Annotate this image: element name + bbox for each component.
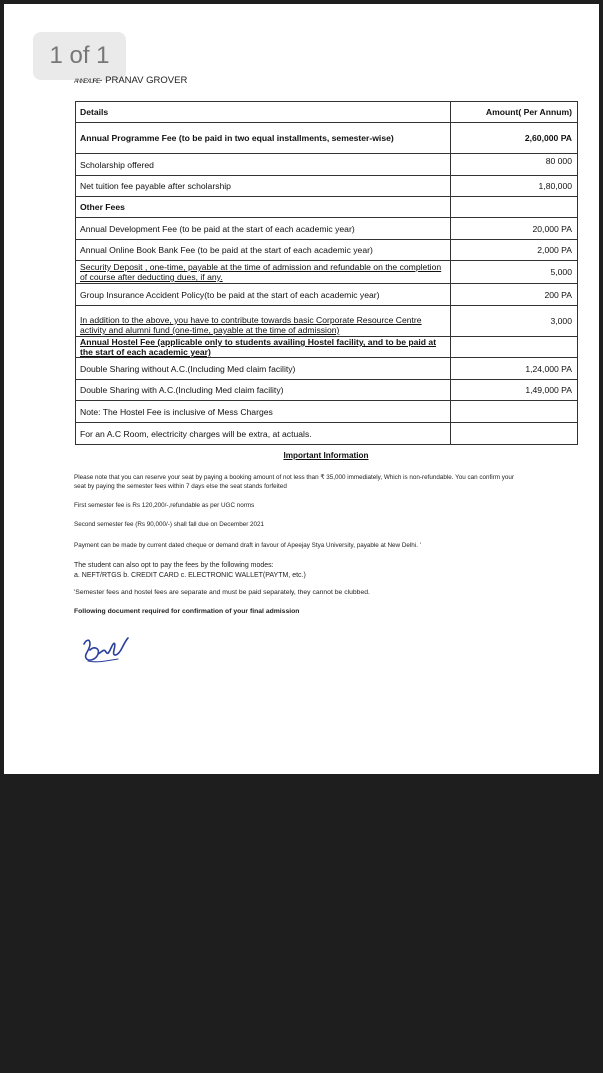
- info-paragraph-modes-list: a. NEFT/RTGS b. CREDIT CARD c. ELECTRONIC WALLET(PAYTM, etc.): [74, 572, 306, 579]
- info-paragraph-second-semester: Second semester fee (Rs 90,000/-) shall fall due on December 2021: [74, 521, 265, 528]
- row-label: Double Sharing without A.C.(Including Med claim facility): [76, 358, 451, 380]
- row-amount: 1,24,000 PA: [451, 358, 578, 380]
- info-paragraph-documents: Following document required for confirmation of your final admission: [74, 608, 300, 615]
- table-row: [76, 284, 578, 306]
- row-amount: 2,000 PA: [451, 240, 578, 261]
- table-row: [76, 123, 578, 154]
- table-row: [76, 261, 578, 284]
- table-row: [76, 240, 578, 261]
- row-label: Annual Development Fee (to be paid at the start of each academic year): [76, 218, 451, 240]
- table-row: [76, 218, 578, 240]
- table-row: [76, 176, 578, 197]
- info-paragraph-payment: Payment can be made by current dated cheque or demand draft in favour of Apeejay Stya University, payable at New Delhi. ': [74, 542, 421, 549]
- table-row: [76, 154, 578, 176]
- row-amount: [451, 337, 578, 358]
- row-amount: 80 000: [451, 154, 578, 176]
- row-label: For an A.C Room, electricity charges will be extra, at actuals.: [76, 423, 451, 445]
- row-label: Security Deposit , one-time, payable at the time of admission and refundable on the completion of course after deducting dues, if any.: [76, 261, 451, 284]
- row-label: In addition to the above, you have to contribute towards basic Corporate Resource Centre activity and alumni fund (one-time, payable at the time of admission): [76, 306, 451, 337]
- row-label: Scholarship offered: [76, 154, 451, 176]
- row-label: Group Insurance Accident Policy(to be paid at the start of each academic year): [76, 284, 451, 306]
- row-label: Other Fees: [76, 197, 451, 218]
- row-amount: 1,80,000: [451, 176, 578, 197]
- info-paragraph-separate-fees: 'Semester fees and hostel fees are separate and must be paid separately, they cannot be clubbed.: [74, 589, 370, 596]
- info-paragraph-booking: Please note that you can reserve your seat by paying a booking amount of not less than ₹ 35,000 immediately, Which is non-refundable. You can confirm your seat by paying the semester fees within 7 days else the seat stands forfeited: [74, 474, 515, 490]
- row-label: Net tuition fee payable after scholarship: [76, 176, 451, 197]
- row-label: Annual Programme Fee (to be paid in two equal installments, semester-wise): [76, 123, 451, 154]
- header-details: Details: [76, 102, 451, 123]
- fee-table: [75, 101, 578, 445]
- table-row: [76, 423, 578, 445]
- row-label: Double Sharing with A.C.(Including Med claim facility): [76, 380, 451, 401]
- row-label: Annual Hostel Fee (applicable only to students availing Hostel facility, and to be paid at the start of each academic year): [76, 337, 451, 358]
- row-label: Note: The Hostel Fee is inclusive of Mess Charges: [76, 401, 451, 423]
- table-header-row: [76, 102, 578, 123]
- row-amount: 20,000 PA: [451, 218, 578, 240]
- row-amount: 1,49,000 PA: [451, 380, 578, 401]
- page-counter: 1 of 1: [33, 32, 126, 80]
- annexure-header: [74, 75, 187, 86]
- info-paragraph-first-semester: First semester fee is Rs 120,200/-,refundable as per UGC norms: [74, 502, 255, 509]
- table-row: [76, 306, 578, 337]
- table-row: [76, 337, 578, 358]
- signature: [78, 630, 138, 670]
- annexure-prefix: ANNEXURE: [74, 79, 100, 85]
- row-amount: [451, 401, 578, 423]
- table-row: [76, 358, 578, 380]
- row-amount: 3,000: [451, 306, 578, 337]
- row-amount: 2,60,000 PA: [451, 123, 578, 154]
- info-paragraph-modes: The student can also opt to pay the fees by the following modes:: [74, 562, 274, 569]
- important-info-title: Important Information: [283, 451, 369, 460]
- table-row: [76, 380, 578, 401]
- table-row: [76, 197, 578, 218]
- header-amount: Amount( Per Annum): [451, 102, 578, 123]
- row-label: Annual Online Book Bank Fee (to be paid at the start of each academic year): [76, 240, 451, 261]
- table-row: [76, 401, 578, 423]
- row-amount: 5,000: [451, 261, 578, 284]
- row-amount: [451, 197, 578, 218]
- row-amount: 200 PA: [451, 284, 578, 306]
- student-name: - PRANAV GROVER: [99, 75, 188, 86]
- row-amount: [451, 423, 578, 445]
